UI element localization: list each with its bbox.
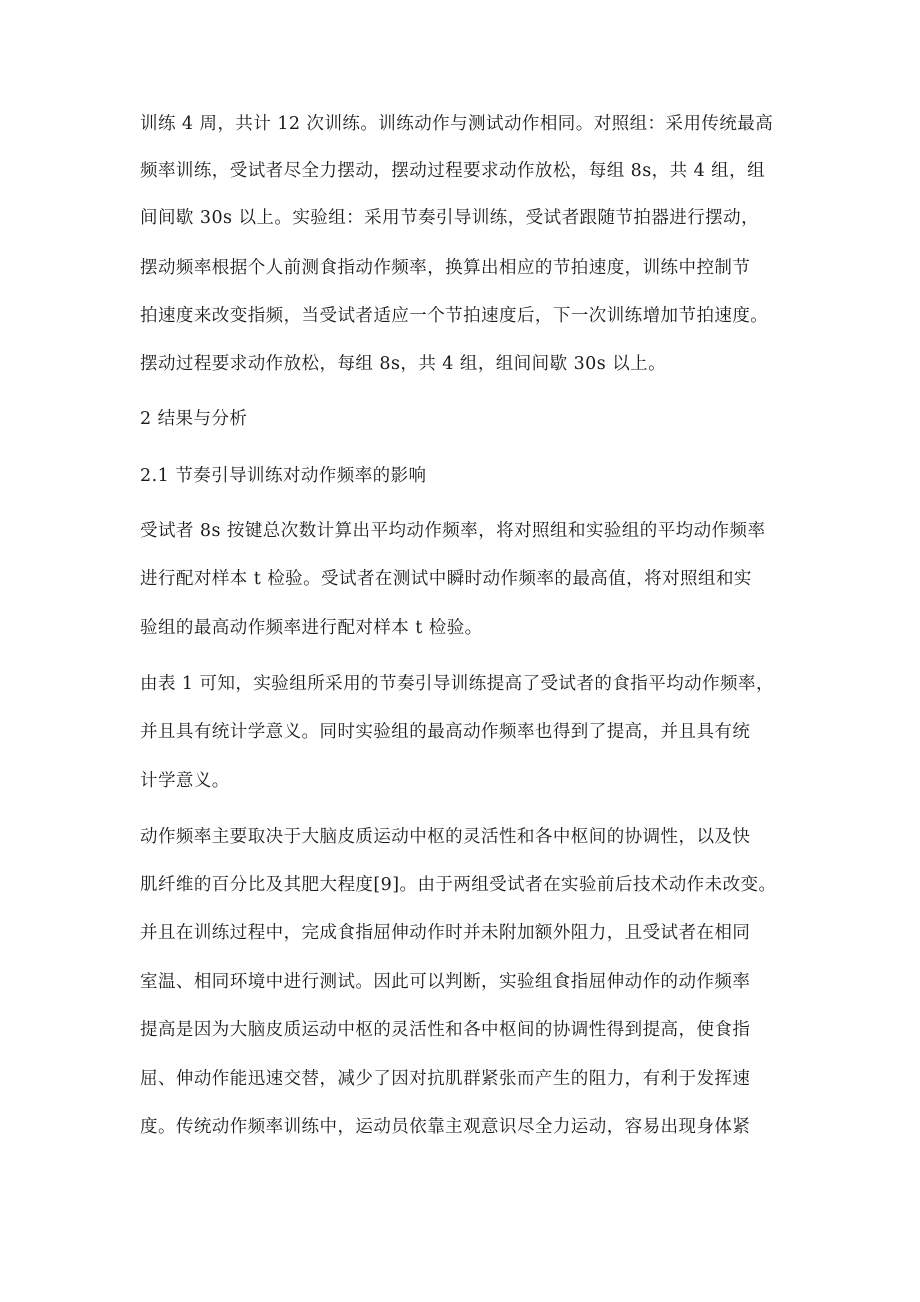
analysis-paragraph-line: 提高是因为大脑皮质运动中枢的灵活性和各中枢间的协调性得到提高，使食指 [140, 1020, 751, 1040]
result-paragraph-line: 由表 1 可知，实验组所采用的节奏引导训练提高了受试者的食指平均动作频率， [140, 674, 774, 694]
result-paragraph-line: 并且具有统计学意义。同时实验组的最高动作频率也得到了提高，并且具有统 [140, 722, 751, 742]
method-paragraph-line: 进行配对样本 t 检验。受试者在测试中瞬时动作频率的最高值，将对照组和实 [140, 569, 752, 589]
training-paragraph-line: 摆动过程要求动作放松，每组 8s，共 4 组，组间间歇 30s 以上。 [140, 354, 667, 374]
method-paragraph-line: 受试者 8s 按键总次数计算出平均动作频率，将对照组和实验组的平均动作频率 [140, 521, 766, 541]
result-paragraph-line: 计学意义。 [140, 771, 230, 791]
method-paragraph-line: 验组的最高动作频率进行配对样本 t 检验。 [140, 618, 483, 638]
analysis-paragraph-line: 室温、相同环境中进行测试。因此可以判断，实验组食指屈伸动作的动作频率 [140, 972, 751, 992]
analysis-paragraph-line: 屈、伸动作能迅速交替，减少了因对抗肌群紧张而产生的阻力，有利于发挥速 [140, 1069, 751, 1089]
training-paragraph-line: 频率训练，受试者尽全力摆动，摆动过程要求动作放松，每组 8s，共 4 组，组 [140, 161, 766, 181]
training-paragraph-line: 摆动频率根据个人前测食指动作频率，换算出相应的节拍速度，训练中控制节 [140, 258, 751, 278]
analysis-paragraph-line: 度。传统动作频率训练中，运动员依靠主观意识尽全力运动，容易出现身体紧 [140, 1117, 751, 1137]
training-paragraph-line: 训练 4 周，共计 12 次训练。训练动作与测试动作相同。对照组：采用传统最高 [140, 114, 774, 134]
analysis-paragraph-line: 并且在训练过程中，完成食指屈伸动作时并未附加额外阻力，且受试者在相同 [140, 923, 751, 943]
subsection-heading: 2.1 节奏引导训练对动作频率的影响 [140, 466, 427, 486]
analysis-paragraph-line: 肌纤维的百分比及其肥大程度[9]。由于两组受试者在实验前后技术动作未改变。 [140, 875, 777, 895]
training-paragraph-line: 间间歇 30s 以上。实验组：采用节奏引导训练，受试者跟随节拍器进行摆动， [140, 208, 760, 228]
analysis-paragraph-line: 动作频率主要取决于大脑皮质运动中枢的灵活性和各中枢间的协调性，以及快 [140, 827, 751, 847]
training-paragraph-line: 拍速度来改变指频，当受试者适应一个节拍速度后，下一次训练增加节拍速度。 [140, 306, 769, 326]
section-heading: 2 结果与分析 [140, 409, 248, 429]
